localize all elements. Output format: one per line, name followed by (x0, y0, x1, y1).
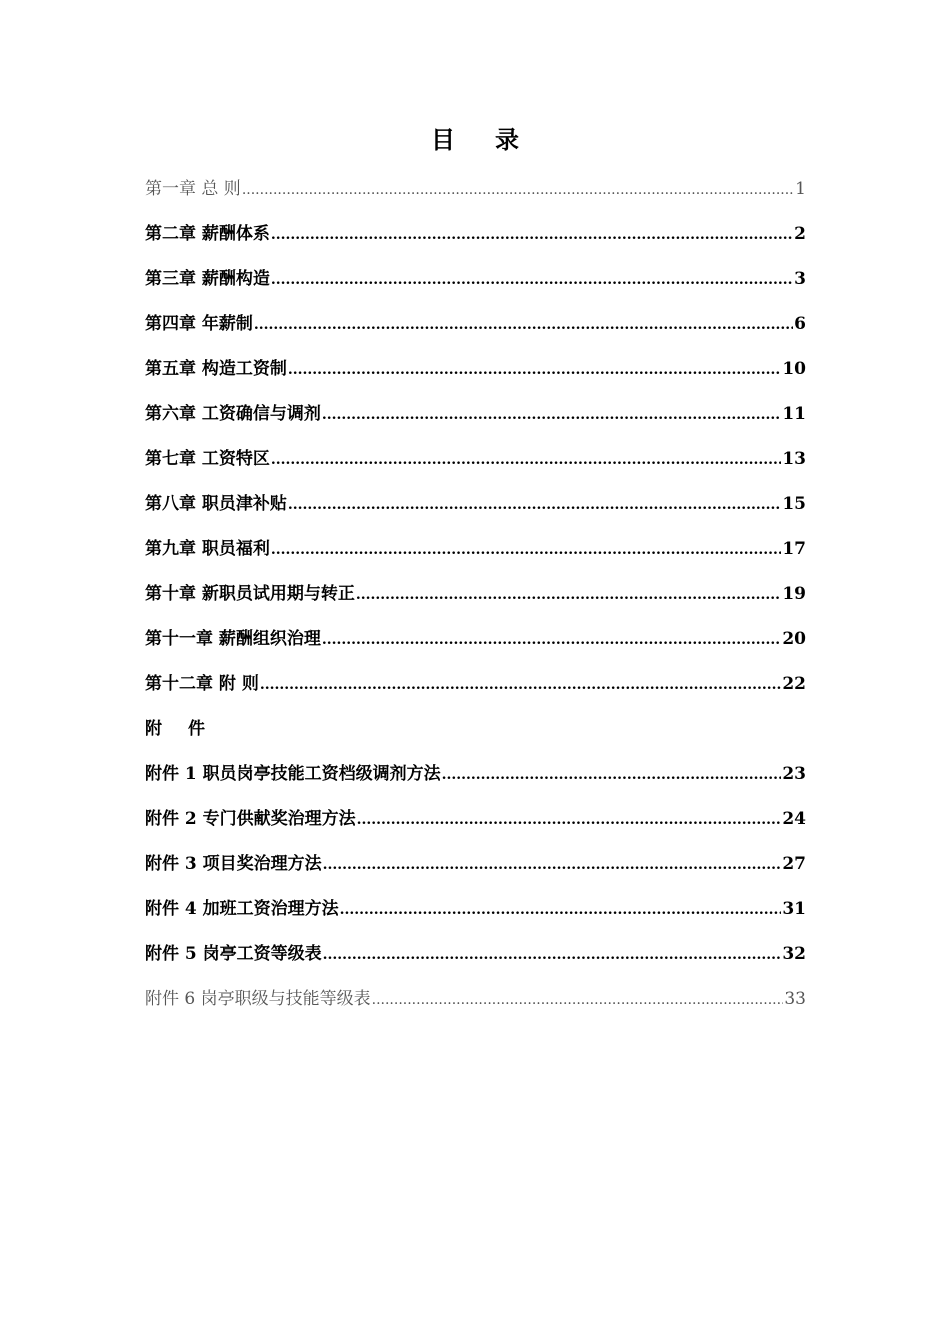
toc-leader (271, 535, 781, 565)
toc-entry-page: 22 (782, 674, 806, 694)
toc-entry-label: 附件 3 项目奖治理方法 (145, 854, 322, 874)
toc-title (0, 120, 950, 155)
toc-entry-page: 19 (782, 584, 806, 604)
toc-entry-page: 23 (782, 764, 806, 784)
toc-entry-label: 第八章 职员津补贴 (145, 494, 287, 514)
toc-entry-page: 27 (782, 854, 806, 874)
toc-appendix-entry[interactable] (145, 939, 806, 984)
toc-entry-page: 13 (782, 449, 806, 469)
toc-entry-label: 第五章 构造工资制 (145, 359, 287, 379)
toc-entry[interactable] (145, 264, 806, 309)
toc-entry-page: 6 (794, 314, 806, 334)
toc-leader (323, 940, 782, 970)
toc-leader (254, 310, 793, 340)
toc-leader (242, 175, 794, 205)
toc-leader (372, 985, 784, 1015)
toc-leader (340, 895, 782, 925)
toc-entry-page: 15 (782, 494, 806, 514)
appendix-heading-part2: 件 (188, 719, 205, 739)
toc-appendix-entry[interactable] (145, 759, 806, 804)
toc-entry-page: 17 (782, 539, 806, 559)
toc-title-part1: 目 (431, 125, 455, 154)
toc-entry-label: 第六章 工资确信与调剂 (145, 404, 321, 424)
toc-leader (322, 625, 781, 655)
toc-entry-page: 31 (782, 899, 806, 919)
toc-leader (442, 760, 782, 790)
toc-entry[interactable] (145, 354, 806, 399)
toc-entry[interactable] (145, 174, 806, 219)
toc-entry-page: 10 (782, 359, 806, 379)
toc-entry-label: 第九章 职员福利 (145, 539, 270, 559)
toc-leader (322, 400, 781, 430)
toc-leader (357, 805, 782, 835)
appendix-heading (145, 714, 806, 759)
toc-entry-page: 1 (795, 179, 806, 199)
toc-entry-label: 附件 4 加班工资治理方法 (145, 899, 339, 919)
toc-entry[interactable] (145, 444, 806, 489)
toc-title-part2: 录 (495, 125, 519, 154)
toc-entry-label: 第一章 总 则 (145, 179, 241, 199)
toc-entry-page: 2 (794, 224, 806, 244)
toc-entry-label: 第二章 薪酬体系 (145, 224, 270, 244)
toc-entry-label: 第十一章 薪酬组织治理 (145, 629, 321, 649)
toc-entry[interactable] (145, 669, 806, 714)
toc-entry[interactable] (145, 399, 806, 444)
toc-entry-label: 第十章 新职员试用期与转正 (145, 584, 355, 604)
toc-list (145, 174, 806, 1029)
toc-entry-label: 附件 2 专门供献奖治理方法 (145, 809, 356, 829)
toc-appendix-entry[interactable] (145, 894, 806, 939)
toc-leader (271, 445, 781, 475)
toc-entry[interactable] (145, 489, 806, 534)
toc-appendix-entry[interactable] (145, 804, 806, 849)
toc-entry-page: 33 (784, 989, 806, 1009)
toc-leader (271, 220, 793, 250)
toc-entry[interactable] (145, 534, 806, 579)
toc-entry-label: 附件 6 岗亭职级与技能等级表 (145, 989, 371, 1009)
toc-entry[interactable] (145, 219, 806, 264)
toc-leader (271, 265, 793, 295)
toc-entry-label: 附件 5 岗亭工资等级表 (145, 944, 322, 964)
toc-entry-label: 第七章 工资特区 (145, 449, 270, 469)
toc-leader (288, 490, 781, 520)
toc-leader (260, 670, 781, 700)
toc-entry-page: 11 (782, 404, 806, 424)
toc-appendix-entry[interactable] (145, 849, 806, 894)
toc-entry[interactable] (145, 579, 806, 624)
toc-entry[interactable] (145, 624, 806, 669)
toc-entry-label: 第三章 薪酬构造 (145, 269, 270, 289)
toc-leader (323, 850, 782, 880)
toc-leader (288, 355, 781, 385)
toc-entry[interactable] (145, 309, 806, 354)
toc-appendix-entry[interactable] (145, 984, 806, 1029)
toc-entry-label: 第十二章 附 则 (145, 674, 259, 694)
toc-leader (356, 580, 781, 610)
toc-entry-page: 24 (782, 809, 806, 829)
toc-entry-page: 20 (782, 629, 806, 649)
toc-entry-label: 附件 1 职员岗亭技能工资档级调剂方法 (145, 764, 441, 784)
toc-entry-page: 3 (794, 269, 806, 289)
toc-entry-label: 第四章 年薪制 (145, 314, 253, 334)
appendix-heading-part1: 附 (145, 719, 162, 739)
toc-entry-page: 32 (782, 944, 806, 964)
